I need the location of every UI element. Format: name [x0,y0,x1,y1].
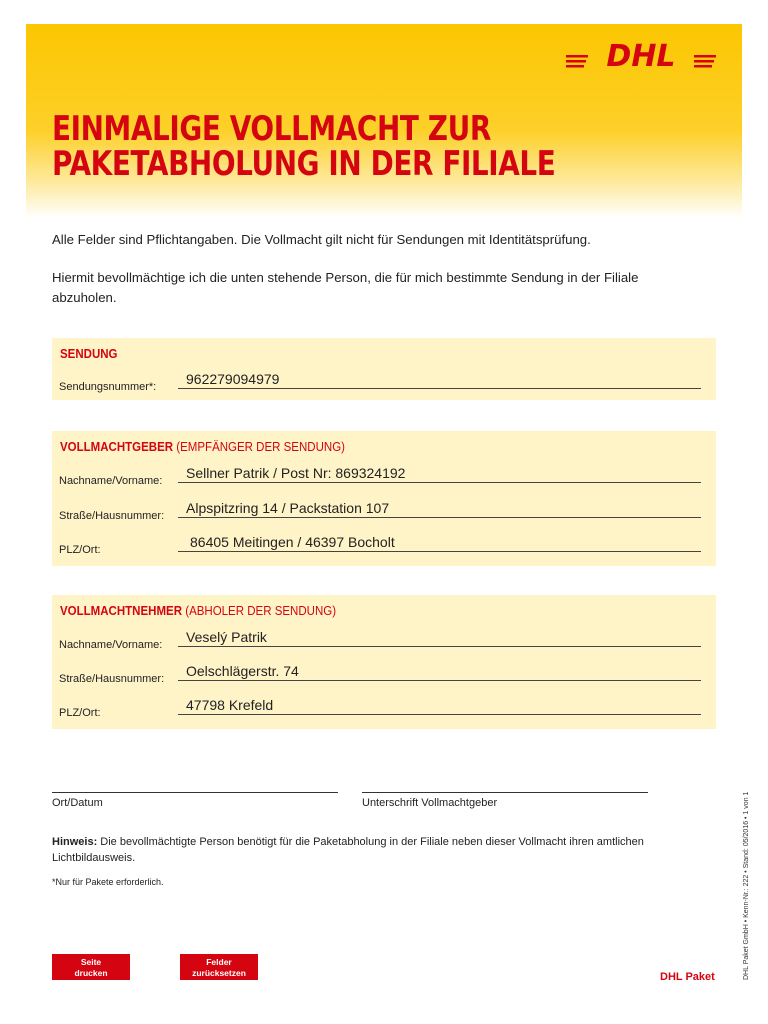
section-title-sub: (ABHOLER DER SENDUNG) [185,604,337,618]
nehmer-street-value: Oelschlägerstr. 74 [186,663,299,679]
field-label: Nachname/Vorname: [59,475,163,487]
place-date-label: Ort/Datum [52,797,103,809]
intro-paragraph-2: Hiermit bevollmächtige ich die unten stehende Person, die für mich bestimmte Sendung in der Filiale abzuholen. [52,270,639,305]
geber-name-value: Sellner Patrik / Post Nr: 869324192 [186,465,406,481]
section-title-main: VOLLMACHTGEBER [60,440,174,454]
section-title [60,440,345,454]
section-title [60,604,336,618]
place-date-line[interactable] [52,792,338,793]
dhl-logo-icon [566,40,716,70]
field-label: PLZ/Ort: [59,707,101,719]
field-label: Straße/Hausnummer: [59,673,165,685]
reset-button-label: Felder zurücksetzen [192,957,246,978]
section-sendung [52,338,716,400]
side-legal-text: DHL Paket GmbH • Kenn-Nr.: 222 • Stand: 05/2016 • 1 von 1 [743,791,750,980]
section-vollmachtnehmer [52,595,716,729]
field-row-city [52,693,716,723]
geber-city-value: 86405 Meitingen / 46397 Bocholt [190,534,395,550]
signature-label: Unterschrift Vollmachtgeber [362,797,498,809]
field-label: Nachname/Vorname: [59,639,163,651]
field-row-city [52,530,716,560]
signature-line[interactable] [362,792,648,793]
geber-street-value: Alpspitzring 14 / Packstation 107 [186,500,390,516]
field-row-sendungsnummer [52,367,716,397]
field-row-name [52,625,716,655]
field-label: PLZ/Ort: [59,544,101,556]
hint-label: Hinweis: [52,836,98,848]
field-row-street [52,659,716,689]
dhl-logo-text: DHL [606,40,676,70]
field-row-street [52,496,716,526]
print-page-button[interactable] [52,954,130,980]
footnote: *Nur für Pakete erforderlich. [52,877,164,887]
field-row-name [52,461,716,491]
sendungsnummer-value: 962279094979 [186,371,280,387]
section-title-sub: (EMPFÄNGER DER SENDUNG) [176,440,345,454]
title-line-2: PAKETABHOLUNG IN DER FILIALE [52,144,556,184]
nehmer-name-value: Veselý Patrik [186,629,267,645]
section-vollmachtgeber [52,431,716,566]
section-title: SENDUNG [60,347,118,361]
title-line-1: EINMALIGE VOLLMACHT ZUR [52,109,491,149]
print-button-label: Seite drucken [74,957,108,978]
intro-paragraph-1: Alle Felder sind Pflichtangaben. Die Vollmacht gilt nicht für Sendungen mit Identitätsprüfung. [52,232,591,247]
hint-text [52,834,702,866]
section-title-main: VOLLMACHTNEHMER [60,604,183,618]
page-title [52,109,556,184]
nehmer-city-value: 47798 Krefeld [186,697,274,713]
field-label: Straße/Hausnummer: [59,510,165,522]
brand-label: DHL Paket [660,971,715,983]
reset-fields-button[interactable] [180,954,258,980]
field-label: Sendungsnummer*: [59,381,157,393]
hint-body: Die bevollmächtigte Person benötigt für die Paketabholung in der Filiale neben dieser Vollmacht ihren amtlichen Lichtbildausweis. [52,836,644,864]
